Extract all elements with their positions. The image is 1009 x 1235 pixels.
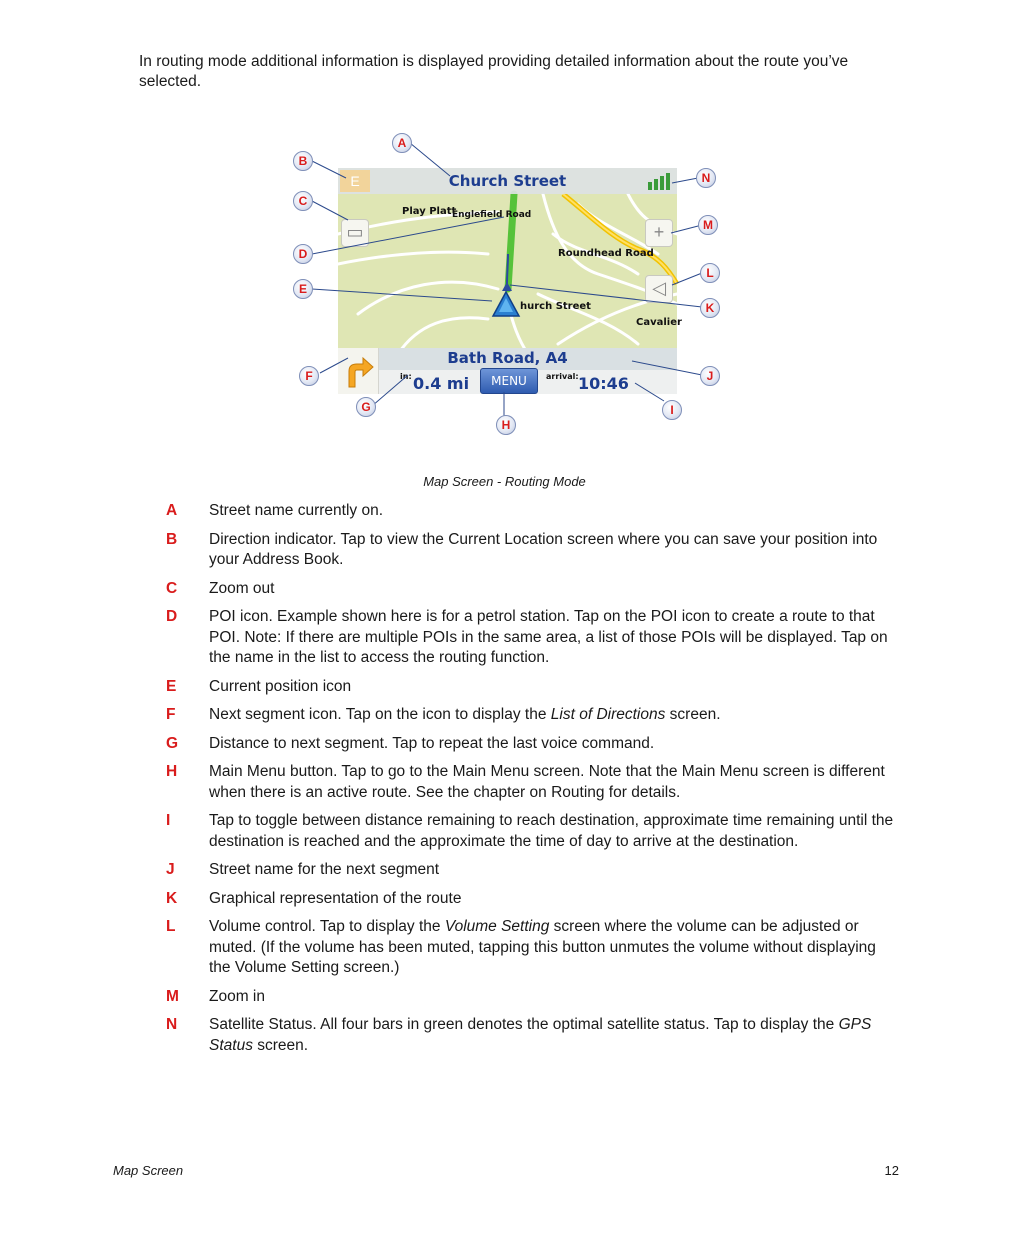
distance-label: in: [400,372,412,381]
legend-text-after: screen where the volume can be adjusted or muted. (If the volume has been muted, tapping this button unmutes the volume without displaying the Volume Setting screen.) [209,918,876,976]
legend-key: M [166,987,179,1005]
legend-item [166,917,894,979]
legend-text: Main Menu button. Tap to go to the Main Menu screen. Note that the Main Menu screen is different when there is an active route. See the chapter on Routing for details. [209,763,885,801]
legend-key: K [166,889,178,907]
marker-h: H [496,415,516,435]
legend-key: L [166,918,176,935]
marker-b: B [293,151,313,171]
footer-section-title: Map Screen [113,1163,184,1178]
direction-indicator[interactable]: E [340,170,370,192]
legend-text: Satellite Status. All four bars in green denotes the optimal satellite status. Tap to display the [209,1016,839,1033]
legend-key: H [166,763,178,780]
legend-item [166,889,894,910]
legend-key: I [166,812,171,829]
marker-a: A [392,133,412,153]
footer-page-number: 12 [884,1163,899,1178]
marker-f: F [299,366,319,386]
legend-key: G [166,734,179,752]
marker-c: C [293,191,313,211]
map-label-play-platt: Play Platt [402,206,457,217]
speaker-icon: ◁ [652,278,666,298]
legend-text: Street name for the next segment [209,861,440,878]
legend-text: Distance to next segment. Tap to repeat the last voice command. [209,734,655,752]
legend-item [166,530,894,571]
map-label-church-street: hurch Street [520,301,591,312]
legend-key: C [166,579,178,597]
legend-text: Tap to toggle between distance remaining to reach destination, approximate time remaining until the destination is reached and the approximate the time of day to arrive at the destination. [209,812,894,850]
marker-j: J [700,366,720,386]
legend-key: A [166,502,178,519]
marker-d: D [293,244,313,264]
legend-emphasis: GPS Status [209,1016,872,1054]
legend-item [166,762,894,803]
legend-text: POI icon. Example shown here is for a petrol station. Tap on the POI icon to create a route to that POI. Note: If there are multiple POIs in the same area, a list of those POIs will be displayed. Tap on the name in the list to access the routing function. [209,608,888,666]
arrival-label: arrival: [546,372,579,381]
legend-text: Street name currently on. [209,502,384,519]
map-label-englefield-road: Englefield Road [452,210,532,220]
plus-icon: + [653,222,665,242]
legend-item [166,811,894,852]
next-street-name: Bath Road, A4 [447,349,568,367]
legend-list [166,501,894,1064]
legend-item [166,677,894,698]
marker-e: E [293,279,313,299]
legend-item [166,705,894,726]
marker-l: L [700,263,720,283]
map-screen-figure [290,128,730,440]
map-label-cavalier: Cavalier [636,317,682,328]
map-label-roundhead-road: Roundhead Road [558,248,654,259]
current-street-name: Church Street [448,172,567,190]
legend-item [166,501,894,522]
marker-i: I [662,400,682,420]
legend-key: F [166,706,176,723]
legend-text: Next segment icon. Tap on the icon to display the [209,706,551,723]
marker-k: K [700,298,720,318]
legend-text: Volume control. Tap to display the [209,918,445,935]
legend-item [166,734,894,755]
legend-emphasis: Volume Setting [444,918,550,935]
intro-paragraph: In routing mode additional information is displayed providing detailed information about the route you’ve selected. [139,53,849,90]
marker-g: G [356,397,376,417]
legend-text-after: screen. [665,706,721,723]
distance-value[interactable]: 0.4 mi [413,374,470,393]
figure-caption: Map Screen - Routing Mode [423,474,586,489]
legend-key: B [166,530,178,548]
legend-text: Current position icon [209,677,352,695]
legend-text: Graphical representation of the route [209,889,462,907]
legend-key: E [166,677,177,695]
legend-item [166,607,894,669]
legend-key: D [166,608,178,625]
minus-icon: ▭ [346,222,364,242]
legend-item [166,860,894,881]
callout-lines [290,128,730,440]
marker-n: N [696,168,716,188]
marker-m: M [698,215,718,235]
legend-item [166,1015,894,1056]
legend-key: N [166,1016,178,1033]
legend-key: J [166,861,175,878]
legend-emphasis: List of Directions [550,706,666,723]
main-menu-button[interactable]: MENU [480,368,538,394]
legend-text: Zoom in [209,987,265,1005]
legend-item [166,987,894,1008]
legend-text: Direction indicator. Tap to view the Current Location screen where you can save your position into your Address Book. [209,530,878,568]
arrival-value[interactable]: 10:46 [578,374,629,393]
legend-item [166,579,894,600]
legend-text: Zoom out [209,579,275,597]
legend-text-after: screen. [252,1036,309,1054]
